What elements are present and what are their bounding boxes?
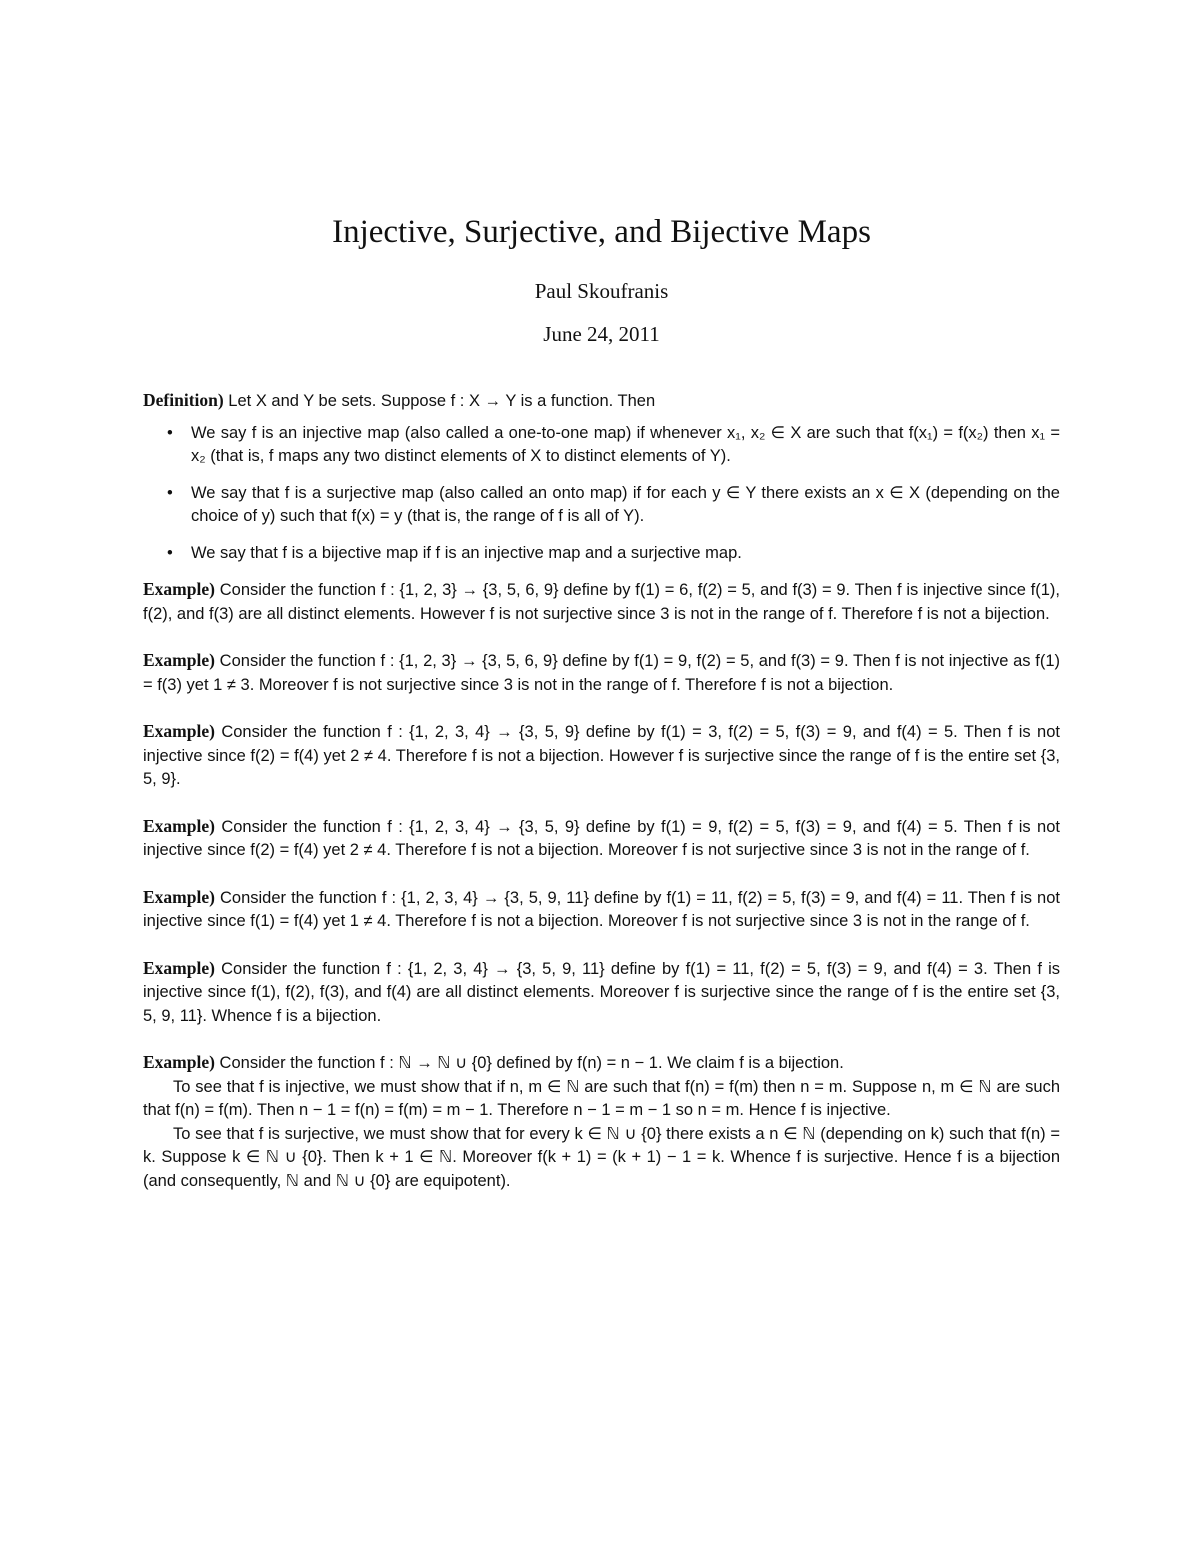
example-text: Consider the function f : {1, 2, 3, 4} → {3, 5, 9} define by f(1) = 3, f(2) = 5, f(3) = 9, and f(4) = 5. Then f is not injective since f(2) = f(4) yet 2 ≠ 4. Therefore f is not a bijection. However f is surjective since the range of f is the entire set {3, 5, 9}. [143, 723, 1060, 788]
definition-bullet-bijective: • We say that f is a bijective map if f is an injective map and a surjective map. [191, 542, 1060, 566]
definition-intro-line [143, 389, 1060, 414]
definition-block [143, 389, 1060, 565]
document-title: Injective, Surjective, and Bijective Maps [332, 214, 871, 250]
definition-label: Definition) [143, 390, 224, 410]
document-date: June 24, 2011 [543, 321, 660, 346]
example-label: Example) [143, 886, 215, 907]
example-paragraph [143, 720, 1060, 792]
final-example-intro: Consider the function f : ℕ → ℕ ∪ {0} defined by f(n) = n − 1. We claim f is a bijection. [219, 1054, 844, 1072]
final-example-injective-proof: To see that f is injective, we must show that if n, m ∈ ℕ are such that f(n) = f(m) then n = m. Suppose n, m ∈ ℕ are such that f(n) = f(m). Then n − 1 = f(n) = f(m) = m − 1. Therefore n − 1 = m − 1 so n = m. Hence f is injective. [143, 1077, 1060, 1119]
example-text: Consider the function f : {1, 2, 3, 4} → {3, 5, 9, 11} define by f(1) = 11, f(2) = 5, f(3) = 9, and f(4) = 3. Then f is injective since f(1), f(2), f(3), and f(4) are all distinct elements. Moreover f is surjective since the range of f is the entire set {3, 5, 9, 11}. Whence f is a bijection. [143, 959, 1060, 1025]
example-label: Example) [143, 721, 215, 741]
example-text: Consider the function f : {1, 2, 3} → {3, 5, 6, 9} define by f(1) = 9, f(2) = 5, and f(3) = 9. Then f is not injective as f(1) = f(3) yet 1 ≠ 3. Moreover f is not surjective since 3 is not in the range of f. Therefore f is not a bijection. [143, 652, 1060, 694]
example-text: Consider the function f : {1, 2, 3} → {3, 5, 6, 9} define by f(1) = 6, f(2) = 5, and f(3) = 9. Then f is injective since f(1), f(2), and f(3) are all distinct elements. However f is not surjective since 3 is not in the range of f. Therefore f is not a bijection. [143, 581, 1061, 623]
examples-section [143, 578, 1060, 1193]
example-label: Example) [143, 650, 215, 670]
final-example-block [143, 1051, 1060, 1193]
example-paragraph [143, 649, 1060, 697]
definition-bullet-injective: • We say f is an injective map (also called a one-to-one map) if whenever x₁, x₂ ∈ X are such that f(x₁) = f(x₂) then x₁ = x₂ (that is, f maps any two distinct elements of X to distinct elements of Y). [191, 422, 1060, 469]
example-label: Example) [143, 1052, 215, 1072]
example-paragraph [143, 886, 1060, 934]
final-example-surjective-proof: To see that f is surjective, we must show that for every k ∈ ℕ ∪ {0} there exists a n ∈ ℕ (depending on k) such that f(n) = k. Suppose k ∈ ℕ ∪ {0}. Then k + 1 ∈ ℕ. Moreover f(k + 1) = (k + 1) − 1 = k. Whence f is surjective. Hence f is a bijection (and consequently, ℕ and ℕ ∪ {0} are equipotent). [143, 1124, 1060, 1190]
example-label: Example) [143, 957, 215, 978]
example-label: Example) [143, 579, 215, 599]
final-example-intro-line [143, 1051, 1060, 1076]
document-author: Paul Skoufranis [534, 279, 669, 303]
definition-list [143, 422, 1060, 566]
definition-intro: Let X and Y be sets. Suppose f : X → Y is a function. Then [228, 392, 656, 410]
example-text: Consider the function f : {1, 2, 3, 4} → {3, 5, 9, 11} define by f(1) = 11, f(2) = 5, f(3) = 9, and f(4) = 11. Then f is not injective since f(1) = f(4) yet 1 ≠ 4. Therefore f is not a bijection. Moreover f is not surjective since 3 is not in the range of f. [143, 888, 1060, 930]
example-label: Example) [143, 815, 215, 836]
example-paragraph [143, 815, 1060, 863]
example-text: Consider the function f : {1, 2, 3, 4} → {3, 5, 9} define by f(1) = 9, f(2) = 5, f(3) = 9, and f(4) = 5. Then f is not injective since f(2) = f(4) yet 2 ≠ 4. Therefore f is not a bijection. Moreover f is not surjective since 3 is not in the range of f. [143, 817, 1060, 859]
example-paragraph [143, 578, 1060, 626]
definition-bullet-surjective: • We say that f is a surjective map (also called an onto map) if for each y ∈ Y there exists an x ∈ X (depending on the choice of y) such that f(x) = y (that is, the range of f is all of Y). [191, 482, 1060, 529]
document-page [143, 210, 1060, 1193]
example-paragraph [143, 957, 1060, 1029]
